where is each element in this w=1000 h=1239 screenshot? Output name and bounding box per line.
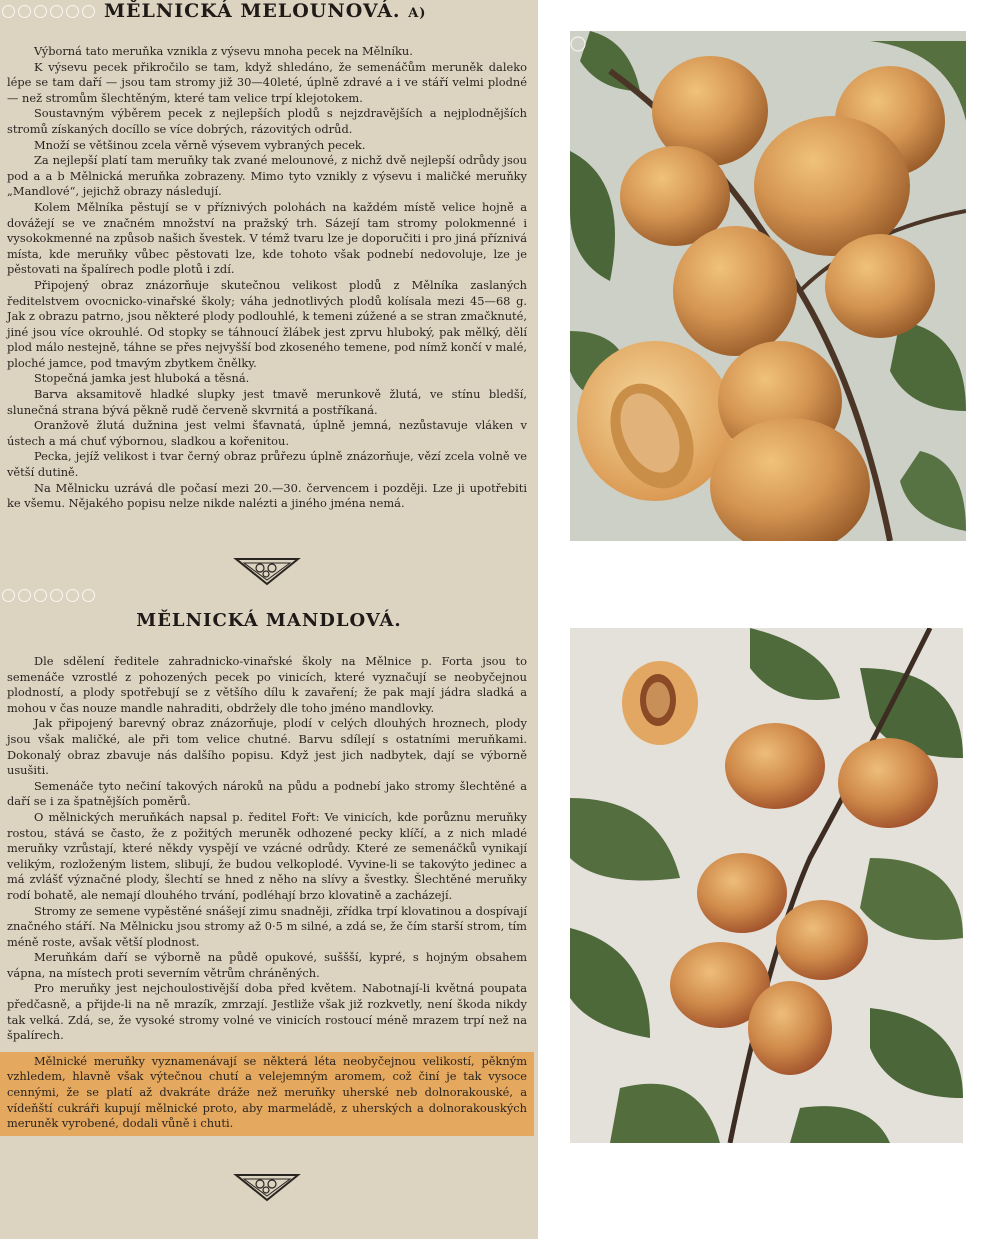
circle-ornament <box>66 5 79 18</box>
title-suffix: A) <box>408 6 427 21</box>
paragraph: K výsevu pecek přikročilo se tam, když shledáno, že semenáčům meruněk daleko lépe se tam daří — jsou tam stromy již 30—40leté, úplně zdravé a i ve stáří velmi plodné — než stromům šlechtěným, které tam velice trpí klejotokem. <box>7 59 527 105</box>
paragraph: Dle sdělení ředitele zahradnicko-vinařské školy na Mělnice p. Forta jsou to semenáče vzrostlé z pohozených pecek po vinicích, které vyznačují se neobyčejnou plodností, a plody spotřebují se z většího dílu k zavaření; že pak mají jádra sladká a mohou v čas nouze mandle nahraditi, obdržely dle toho jméno mandlovky. <box>7 654 527 715</box>
paragraph: Kolem Mělníka pěstují se v příznivých polohách na každém místě velice hojně a dovážejí se ve značném množství na pražský trh. Sázejí tam stromy polokmenné i vysokokmenné na způsob našich švestek. V témž tvaru lze je doporučiti i pro jiná příznivá místa, kde meruňky vůbec pěstovati lze, kde tohoto však podnebí nedovoluje, lze je pěstovati na špalírech podle plotů i zdí. <box>7 199 527 277</box>
paragraph: Stromy ze semene vypěstěné snášejí zimu snadněji, zřídka trpí klovatinou a dospívají značného stáří. Na Mělnicku jsou stromy až 0·5 m silné, a zdá se, že čím starší strom, tím méně roste, avšak větší plodnost. <box>7 903 527 949</box>
paragraph: Meruňkám daří se výborně na půdě opukové, suššší, kypré, s hojným obsahem vápna, na místech proti severním větrům chráněných. <box>7 950 527 980</box>
section-melounova <box>0 0 538 588</box>
apricot-plate-illustration <box>570 31 966 541</box>
body-text <box>7 44 527 512</box>
circle-ornament <box>34 5 47 18</box>
paragraph: Stopečná jamka jest hluboká a těsná. <box>34 371 250 386</box>
apricot-branch-image <box>570 31 966 541</box>
paragraph: Oranžově žlutá dužnina jest velmi šťavnatá, úplně jemná, nezůstavuje vláken v ústech a má chuť výbornou, sladkou a kořenitou. <box>7 418 527 448</box>
paragraph: Na Mělnicku uzrává dle počasí mezi 20.—30. červencem i později. Lze ji upotřebiti ke všemu. Nějakého popisu nelze nikde nalézti a jiného jména nemá. <box>7 480 527 511</box>
paragraph: Barva aksamitově hladké slupky jest tmavě merunkově žlutá, ve stínu bledší, slunečná strana bývá pěkně rudě červeně skvrnitá a postříkaná. <box>7 387 527 417</box>
section-title <box>104 0 426 22</box>
paragraph: Výborná tato meruňka vznikla z výsevu mnoha pecek na Mělníku. <box>34 44 413 58</box>
circle-ornament <box>66 589 79 602</box>
circle-ornament <box>34 589 47 602</box>
section-mandlova <box>0 586 538 1239</box>
paragraph: Semenáče tyto nečiní takových nároků na půdu a podnebí jako stromy šlechtěné a daří se i za špatnějších poměrů. <box>7 778 527 809</box>
paragraph: O mělnických meruňkách napsal p. ředitel Fořt: Ve vinicích, kde porůznu meruňky rostou, stává se často, že z požitých meruněk odhozené pecky klíčí, a z nich mladé meruňky vzrůstají, které někdy vyspějí ve vzácné odrůdy. Které ze semenáčků vynikají velikým, rozloženým listem, slibují, že budou velkoplodé. Vyvine-li se takovýto jedinec a má zvlášť význačné plody, šlechtí se hned z něho na slívy a švestky. Šlechtěné meruňky rodí bohatě, ale nemají dlouhého trvání, podléhají brzo klovatině a zacházejí. <box>7 809 527 902</box>
circle-ornament <box>2 5 15 18</box>
circle-ornament <box>82 5 95 18</box>
circle-ornament <box>2 589 15 602</box>
paragraph: Množí se většinou zcela věrně výsevem vybraných pecek. <box>34 137 366 152</box>
paragraph: Připojený obraz znázorňuje skutečnou velikost plodů z Mělníka zaslaných ředitelstvem ovocnicko-vinařské školy; váha jednotlivých plodů kolísala mezi 45—68 g. Jak z obrazu patrno, jsou některé plody podlouhlé, k temeni zúžené a se stran zmačknuté, jiné jsou více okrouhlé. Od stopky se táhnoucí žlábek jest zprvu hluboký, pak mělký, dělí plod málo nestejně, táhne se přes nejvyšší bod zkoseného temene, pod nímž končí v malé, ploché jamce, pod tmavým zbytkem čnělky. <box>7 277 527 370</box>
paragraph: Za nejlepší platí tam meruňky tak zvané melounové, z nichž dvě nejlepší odrůdy jsou pod a a b Mělnická meruňka zobrazeny. Mimo tyto vznikly z výsevu i maličké meruňky „Mandlové“, jejichž obrazy následují. <box>7 153 527 199</box>
small-apricot-branch-image <box>570 628 963 1143</box>
circle-ornament <box>50 5 63 18</box>
section-title: MĚLNICKÁ MANDLOVÁ. <box>136 610 402 631</box>
decorative-circle-row <box>2 589 95 602</box>
body-text <box>7 654 527 1136</box>
paragraph: Pecka, jejíž velikost i tvar černý obraz průřezu úplně znázorňuje, vězí zcela volně ve větší dutině. <box>7 449 527 480</box>
highlighted-paragraph: Mělnické meruňky vyznamenávají se některá léta neobyčejnou velikostí, pěkným vzhledem, hlavně však výtečnou chutí a velejemným aromem, což činí je tak vysoce cennými, že se platí až dvakráte dráže než meruňky uherské neb dolnorakouské, a vídeňští cukráři kupují mělnické proto, aby marmeládě, z uherských a dolnorakouských meruněk vyrobené, dodali vůně i chuti. <box>0 1052 534 1136</box>
decorative-circle-row <box>2 5 95 18</box>
apricot-mandlova-plate-illustration <box>570 628 963 1143</box>
paragraph: Pro meruňky jest nejchoulostivější doba před květem. Nabotnají-li květná poupata předčasně, a přijde-li na ně mrazík, zmrzají. Jestliže však již rozkvetly, není škoda nikdy tak velká. Zdá, se, že vysoké stromy volné ve vinicích rostoucí méně mrazem trpí než na špalírech. <box>7 981 527 1043</box>
printer-ornament-icon <box>232 1171 302 1203</box>
title-text: MĚLNICKÁ MELOUNOVÁ. <box>104 0 401 22</box>
circle-ornament <box>18 5 31 18</box>
circle-ornament <box>50 589 63 602</box>
printer-ornament-icon <box>232 555 302 587</box>
circle-ornament <box>82 589 95 602</box>
circle-ornament <box>18 589 31 602</box>
paragraph: Soustavným výběrem pecek z nejlepších plodů s nejzdravějších a nejplodnějších stromů získaných docíllo se více dobrých, rázovitých odrůd. <box>7 106 527 136</box>
paragraph: Jak připojený barevný obraz znázorňuje, plodí v celých dlouhých hroznech, plody jsou však maličké, ale při tom velice chutné. Barvu sdílejí s ostatními meruňkami. Dokonalý obraz zbavuje nás dalšího popisu. Když jest jich nadbytek, dají se výborně usušiti. <box>7 716 527 778</box>
